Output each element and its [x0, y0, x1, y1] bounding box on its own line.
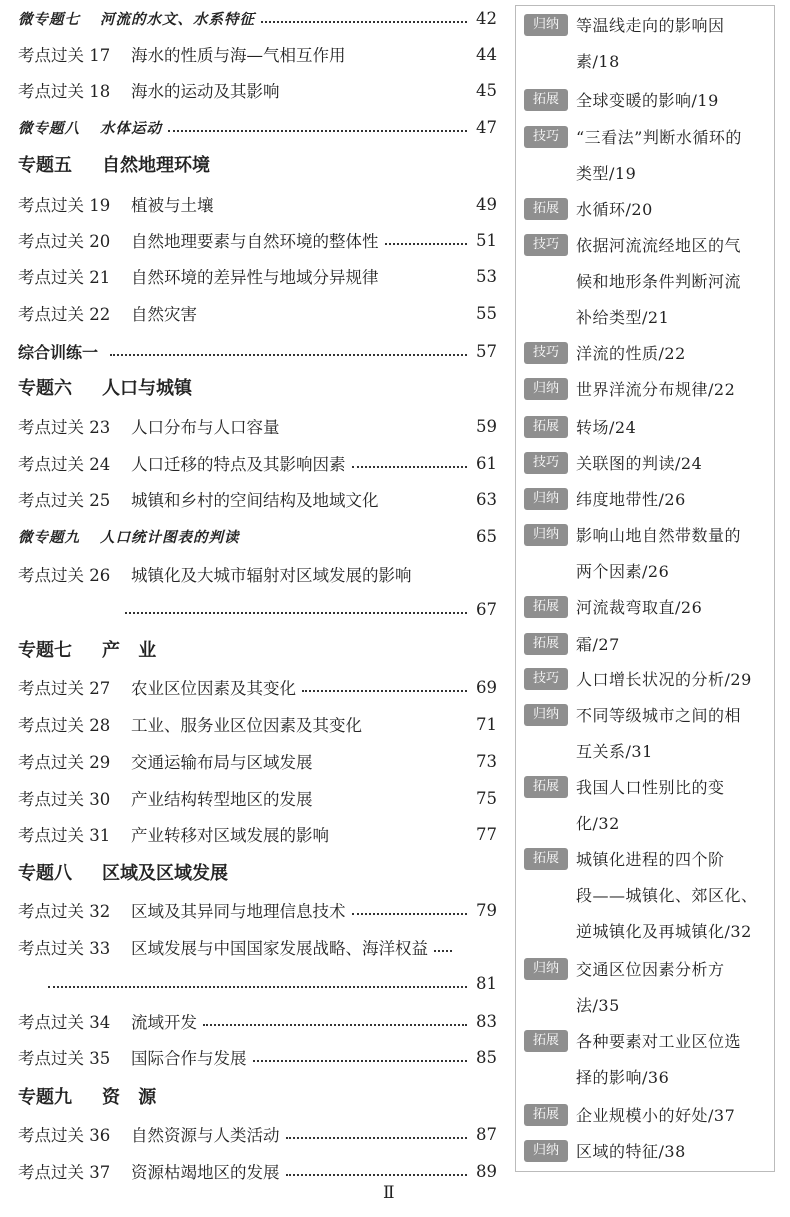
- toc-title: 人口迁移的特点及其影响因素: [131, 455, 346, 474]
- toc-title: 城镇和乡村的空间结构及地域文化: [131, 491, 379, 510]
- toc-code: 考点过关 26: [18, 566, 111, 585]
- toc-page: 53: [476, 266, 497, 286]
- note-text: 全球变暖的影响/19: [576, 91, 719, 110]
- note-item[interactable]: [524, 8, 768, 80]
- toc-row[interactable]: [18, 36, 497, 72]
- leader-dots: [352, 466, 468, 468]
- toc-row[interactable]: [18, 929, 497, 965]
- note-tag-badge: 拓展: [524, 198, 568, 220]
- leader-dots: [286, 1174, 468, 1176]
- toc-code: 考点过关 30: [18, 790, 111, 809]
- note-tag-badge: 拓展: [524, 848, 568, 870]
- note-item[interactable]: [524, 770, 768, 842]
- note-text: 等温线走向的影响因: [576, 16, 725, 35]
- section-heading: [18, 854, 228, 890]
- toc-row[interactable]: [18, 743, 497, 779]
- toc-title: 自然环境的差异性与地域分异规律: [131, 268, 379, 287]
- leader-dots: [110, 354, 467, 356]
- leader-dots: [203, 1024, 467, 1026]
- note-text: 区域的特征/38: [576, 1142, 686, 1161]
- note-tag-badge: 归纳: [524, 958, 568, 980]
- toc-title: 农业区位因素及其变化: [131, 679, 296, 698]
- toc-page: 51: [476, 230, 497, 250]
- note-tag-badge: 拓展: [524, 596, 568, 618]
- toc-row[interactable]: [18, 669, 497, 705]
- note-tag-badge: 归纳: [524, 378, 568, 400]
- note-text-continued: 互关系/31: [576, 742, 653, 761]
- toc-page: 73: [476, 751, 497, 771]
- note-text-continued: 补给类型/21: [576, 308, 670, 327]
- note-tag-badge: 拓展: [524, 776, 568, 798]
- note-tag-badge: 归纳: [524, 488, 568, 510]
- section-title: 资 源: [102, 1087, 163, 1108]
- toc-row[interactable]: [18, 1116, 497, 1152]
- note-item[interactable]: [524, 372, 768, 408]
- toc-page: 63: [476, 489, 497, 509]
- leader-dots: [385, 243, 468, 245]
- toc-page: 89: [476, 1161, 497, 1181]
- note-text-continued: 候和地形条件判断河流: [576, 272, 742, 291]
- note-item[interactable]: [524, 120, 768, 192]
- toc-title: 自然资源与人类活动: [131, 1126, 280, 1145]
- toc-title: 河流的水文、水系特征: [100, 10, 255, 28]
- toc-row[interactable]: [18, 408, 497, 444]
- note-tag-badge: 拓展: [524, 1030, 568, 1052]
- note-item[interactable]: [524, 698, 768, 770]
- note-text-continued: 素/18: [576, 52, 620, 71]
- toc-title: 国际合作与发展: [131, 1049, 247, 1068]
- note-text-continued: 两个因素/26: [576, 562, 670, 581]
- note-item[interactable]: [524, 192, 768, 228]
- leader-dots: [434, 950, 452, 952]
- toc-row[interactable]: [18, 109, 497, 145]
- note-text-continued: 逆城镇化及再城镇化/32: [576, 922, 752, 941]
- toc-code: 考点过关 28: [18, 716, 111, 735]
- toc-code: 考点过关 18: [18, 82, 111, 101]
- note-text: 水循环/20: [576, 200, 653, 219]
- toc-page: 45: [476, 80, 497, 100]
- toc-page: 59: [476, 416, 497, 436]
- note-text-continued: 择的影响/36: [576, 1068, 670, 1087]
- note-text: 各种要素对工业区位选: [576, 1032, 742, 1051]
- leader-dots: [286, 1137, 468, 1139]
- toc-title: 植被与土壤: [131, 196, 214, 215]
- toc-page: 65: [476, 526, 497, 546]
- toc-page: 47: [476, 117, 497, 137]
- note-item[interactable]: [524, 842, 768, 950]
- note-item[interactable]: [524, 446, 768, 482]
- section-code: 专题九: [18, 1087, 72, 1108]
- toc-code: 微专题七: [18, 10, 80, 28]
- note-text: 纬度地带性/26: [576, 490, 686, 509]
- toc-code: 考点过关 36: [18, 1126, 111, 1145]
- toc-page: 67: [476, 599, 497, 619]
- note-tag-badge: 拓展: [524, 633, 568, 655]
- toc-row[interactable]: [18, 816, 497, 852]
- leader-dots: [352, 913, 468, 915]
- note-item[interactable]: [524, 518, 768, 590]
- toc-code: 综合训练一: [18, 342, 99, 362]
- toc-row[interactable]: [18, 445, 497, 481]
- note-item[interactable]: [524, 1024, 768, 1096]
- section-code: 专题六: [18, 378, 72, 399]
- note-text: 关联图的判读/24: [576, 454, 703, 473]
- toc-title: 交通运输布局与区域发展: [131, 753, 313, 772]
- note-text: 世界洋流分布规律/22: [576, 380, 736, 399]
- note-item[interactable]: [524, 482, 768, 518]
- note-item[interactable]: [524, 1098, 768, 1134]
- note-item[interactable]: [524, 662, 768, 698]
- note-tag-badge: 技巧: [524, 668, 568, 690]
- toc-page: 61: [476, 453, 497, 473]
- toc-code: 考点过关 31: [18, 826, 111, 845]
- section-title: 产 业: [102, 640, 163, 661]
- section-heading: [18, 369, 192, 405]
- toc-row-continuation[interactable]: [125, 591, 497, 627]
- toc-code: 考点过关 27: [18, 679, 111, 698]
- section-heading: [18, 631, 162, 667]
- toc-code: 考点过关 35: [18, 1049, 111, 1068]
- toc-title: 自然地理要素与自然环境的整体性: [131, 232, 379, 251]
- toc-page: 71: [476, 714, 497, 734]
- toc-code: 考点过关 37: [18, 1163, 111, 1182]
- toc-row[interactable]: [18, 186, 497, 222]
- note-text: 影响山地自然带数量的: [576, 526, 742, 545]
- note-tag-badge: 拓展: [524, 416, 568, 438]
- note-text-continued: 化/32: [576, 814, 620, 833]
- toc-row[interactable]: [18, 892, 497, 928]
- toc-row[interactable]: [18, 706, 497, 742]
- note-tag-badge: 技巧: [524, 452, 568, 474]
- toc-page: 42: [476, 8, 497, 28]
- note-item[interactable]: [524, 952, 768, 1024]
- note-text: 人口增长状况的分析/29: [576, 670, 752, 689]
- note-tag-badge: 技巧: [524, 126, 568, 148]
- sidebar-notes-panel: [515, 5, 775, 1172]
- note-item[interactable]: [524, 83, 768, 119]
- toc-code: 考点过关 34: [18, 1013, 111, 1032]
- toc-code: 考点过关 22: [18, 305, 111, 324]
- note-tag-badge: 拓展: [524, 89, 568, 111]
- note-tag-badge: 技巧: [524, 234, 568, 256]
- toc-title: 流域开发: [131, 1013, 197, 1032]
- toc-title: 产业结构转型地区的发展: [131, 790, 313, 809]
- toc-row[interactable]: [18, 0, 497, 36]
- note-text-continued: 类型/19: [576, 164, 637, 183]
- note-item[interactable]: [524, 1134, 768, 1170]
- note-text: 我国人口性别比的变: [576, 778, 725, 797]
- note-text: 洋流的性质/22: [576, 344, 686, 363]
- toc-row[interactable]: [18, 1039, 497, 1075]
- toc-title: 自然灾害: [131, 305, 197, 324]
- note-tag-badge: 技巧: [524, 342, 568, 364]
- note-text: 不同等级城市之间的相: [576, 706, 742, 725]
- note-tag-badge: 归纳: [524, 1140, 568, 1162]
- note-item[interactable]: [524, 336, 768, 372]
- toc-title: 人口统计图表的判读: [100, 528, 240, 546]
- note-text: 霜/27: [576, 635, 620, 654]
- toc-page: 79: [476, 900, 497, 920]
- toc-title: 区域及其异同与地理信息技术: [131, 902, 346, 921]
- toc-code: 考点过关 23: [18, 418, 111, 437]
- note-tag-badge: 拓展: [524, 1104, 568, 1126]
- toc-row-continuation[interactable]: [48, 965, 497, 1001]
- note-tag-badge: 归纳: [524, 14, 568, 36]
- toc-code: 微专题八: [18, 119, 80, 137]
- section-code: 专题七: [18, 640, 72, 661]
- toc-page: 77: [476, 824, 497, 844]
- toc-row[interactable]: [18, 295, 497, 331]
- toc-page: 85: [476, 1047, 497, 1067]
- toc-code: 考点过关 20: [18, 232, 111, 251]
- note-text: 城镇化进程的四个阶: [576, 850, 725, 869]
- section-title: 区域及区域发展: [102, 863, 228, 884]
- note-text: 转场/24: [576, 418, 637, 437]
- toc-code: 考点过关 19: [18, 196, 111, 215]
- page-number: Ⅱ: [383, 1183, 395, 1203]
- leader-dots: [168, 130, 467, 132]
- toc-code: 考点过关 24: [18, 455, 111, 474]
- note-text: 企业规模小的好处/37: [576, 1106, 736, 1125]
- toc-title: 产业转移对区域发展的影响: [131, 826, 329, 845]
- toc-row[interactable]: [18, 780, 497, 816]
- toc-page: 57: [476, 341, 497, 361]
- toc-code: 考点过关 17: [18, 46, 111, 65]
- toc-row[interactable]: [18, 258, 497, 294]
- toc-title: 区域发展与中国国家发展战略、海洋权益: [131, 939, 428, 958]
- toc-code: 微专题九: [18, 528, 80, 546]
- note-item[interactable]: [524, 410, 768, 446]
- section-heading: [18, 1078, 162, 1114]
- toc-title: 海水的性质与海—气相互作用: [131, 46, 346, 65]
- toc-page: 49: [476, 194, 497, 214]
- note-tag-badge: 归纳: [524, 704, 568, 726]
- section-heading: [18, 146, 210, 182]
- leader-dots: [253, 1060, 468, 1062]
- toc-page: 75: [476, 788, 497, 808]
- note-tag-badge: 归纳: [524, 524, 568, 546]
- toc-page: 55: [476, 303, 497, 323]
- note-item[interactable]: [524, 627, 768, 663]
- leader-dots: [302, 690, 467, 692]
- toc-page: 83: [476, 1011, 497, 1031]
- toc-page: 81: [476, 973, 497, 993]
- toc-code: 考点过关 33: [18, 939, 111, 958]
- toc-page: 87: [476, 1124, 497, 1144]
- note-text: “三看法”判断水循环的: [576, 128, 742, 147]
- note-text: 依据河流流经地区的气: [576, 236, 742, 255]
- toc-code: 考点过关 32: [18, 902, 111, 921]
- toc-title: 海水的运动及其影响: [131, 82, 280, 101]
- leader-dots: [48, 986, 467, 988]
- toc-code: 考点过关 25: [18, 491, 111, 510]
- toc-title: 城镇化及大城市辐射对区域发展的影响: [131, 566, 412, 585]
- toc-row[interactable]: [18, 1003, 497, 1039]
- toc-row[interactable]: [18, 481, 497, 517]
- section-title: 自然地理环境: [102, 155, 210, 176]
- toc-code: 考点过关 29: [18, 753, 111, 772]
- section-title: 人口与城镇: [102, 378, 192, 399]
- toc-title: 人口分布与人口容量: [131, 418, 280, 437]
- note-text-continued: 法/35: [576, 996, 620, 1015]
- section-code: 专题五: [18, 155, 72, 176]
- toc-row[interactable]: [18, 333, 497, 369]
- toc-row[interactable]: [18, 1153, 497, 1189]
- note-text: 交通区位因素分析方: [576, 960, 725, 979]
- note-text-continued: 段——城镇化、郊区化、: [576, 886, 758, 905]
- section-code: 专题八: [18, 863, 72, 884]
- toc-page: 44: [476, 44, 497, 64]
- leader-dots: [261, 21, 467, 23]
- toc-row[interactable]: [18, 222, 497, 258]
- toc-row[interactable]: [18, 518, 497, 554]
- note-item[interactable]: [524, 590, 768, 626]
- leader-dots: [125, 612, 467, 614]
- toc-row[interactable]: [18, 556, 497, 592]
- note-text: 河流裁弯取直/26: [576, 598, 703, 617]
- toc-title: 工业、服务业区位因素及其变化: [131, 716, 362, 735]
- toc-title: 水体运动: [100, 119, 162, 137]
- toc-page: 69: [476, 677, 497, 697]
- toc-title: 资源枯竭地区的发展: [131, 1163, 280, 1182]
- toc-row[interactable]: [18, 72, 497, 108]
- note-item[interactable]: [524, 228, 768, 336]
- toc-code: 考点过关 21: [18, 268, 111, 287]
